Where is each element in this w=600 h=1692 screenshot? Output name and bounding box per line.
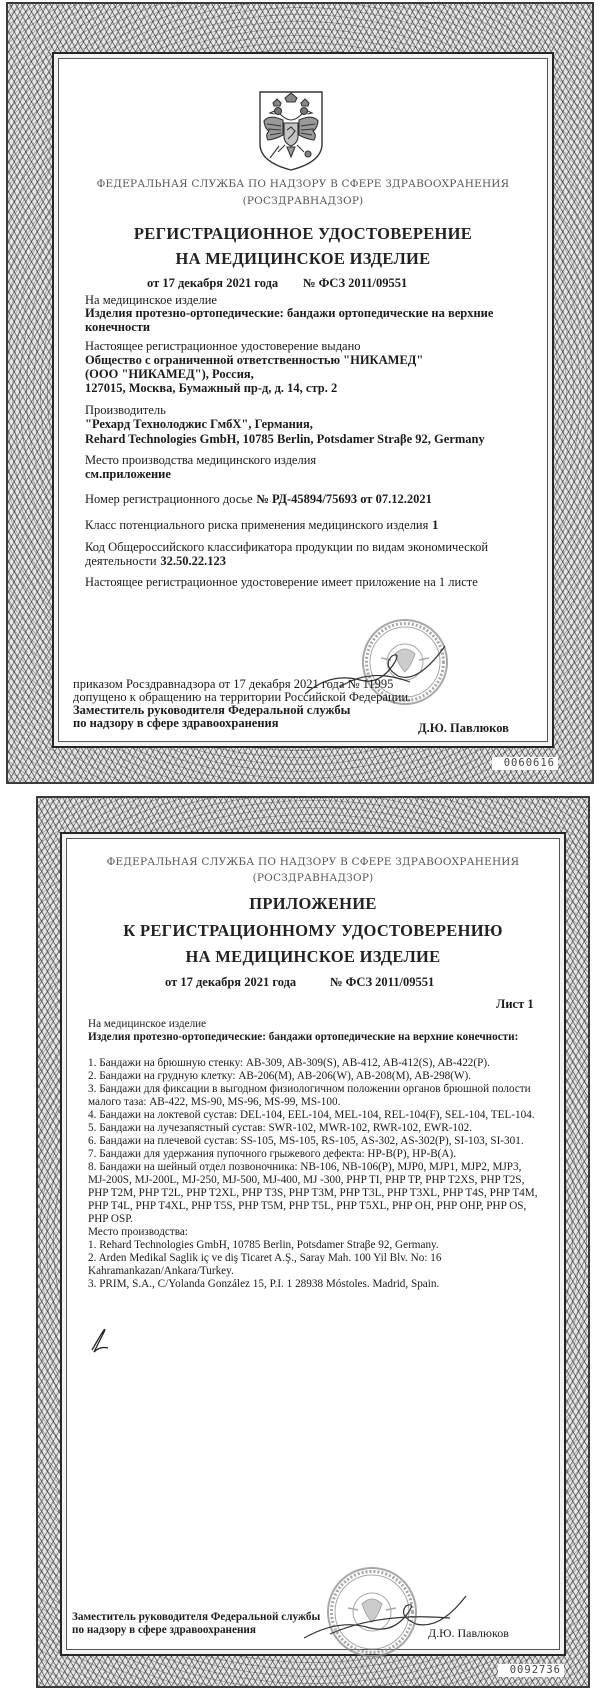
agency-name: ФЕДЕРАЛЬНАЯ СЛУЖБА ПО НАДЗОРУ В СФЕРЕ ЗДРАВООХРАНЕНИЯ	[106, 856, 520, 868]
issue-date: от 17 декабря 2021 года	[147, 276, 279, 290]
device-label: На медицинское изделие	[85, 293, 217, 307]
production-site-label: Место производства медицинского изделия	[85, 453, 317, 467]
dossier-value: № РД-45894/75693 от 07.12.2021	[256, 492, 432, 506]
manufacturer-line: Rehard Technologies GmbH, 10785 Berlin, Potsdamer Straβe 92, Germany	[85, 432, 485, 446]
list-item: 4. Бандажи на локтевой сустав: DEL-104, EEL-104, MEL-104, REL-104(F), SEL-104, TEL-104.	[88, 1109, 535, 1121]
dossier-label: Номер регистрационного досье	[85, 492, 253, 506]
risk-class-label: Класс потенциального риска применения медицинского изделия	[85, 518, 429, 532]
issue-date: от 17 декабря 2021 года	[165, 975, 297, 989]
holder-line: Общество с ограниченной ответственностью "НИКАМЕД"	[85, 353, 424, 367]
document-title-line-1: ПРИЛОЖЕНИЕ	[249, 894, 377, 913]
list-item: 5. Бандажи на лучезапястный сустав: SWR-102, MWR-102, RWR-102, EWR-102.	[88, 1122, 472, 1134]
coat-of-arms-emblem	[256, 88, 326, 172]
list-item: 3. Бандажи для фиксации в выгодном физиологичном положении органов брюшной полости малого таза: AB-422, MS-90, MS-96, MS-99, MS-100.	[88, 1083, 531, 1108]
list-item: 7. Бандажи для удержания пупочного грыжевого дефекта: HP-B(P), HP-B(A).	[88, 1148, 456, 1160]
form-serial-number: 0092736	[498, 1664, 564, 1677]
production-site-item: 1. Rehard Technologies GmbH, 10785 Berlin, Potsdamer Straβe 92, Germany.	[88, 1239, 439, 1251]
agency-name: ФЕДЕРАЛЬНАЯ СЛУЖБА ПО НАДЗОРУ В СФЕРЕ ЗДРАВООХРАНЕНИЯ	[96, 178, 510, 190]
product-list	[88, 1057, 540, 1291]
manufacturer-line: "Рехард Технолоджис ГмбХ", Германия,	[85, 417, 313, 431]
appendix-note: Настоящее регистрационное удостоверение имеет приложение на 1 листе	[85, 575, 478, 589]
device-label: На медицинское изделие	[88, 1018, 207, 1030]
signatory-name: Д.Ю. Павлюков	[428, 1626, 509, 1640]
production-site-value: см.приложение	[85, 467, 171, 481]
certificate-number: № ФСЗ 2011/09551	[330, 975, 435, 989]
order-line: приказом Росздравнадзора от 17 декабря 2021 года № 11995	[73, 677, 394, 691]
risk-class	[85, 518, 438, 532]
holder-line: (ООО "НИКАМЕД"), Россия,	[85, 367, 254, 381]
signatory-title-line: по надзору в сфере здравоохранения	[72, 1624, 256, 1636]
okpd-code	[85, 540, 525, 568]
device-name: Изделия протезно-ортопедические: бандажи ортопедические на верхние конечности	[85, 306, 494, 334]
device-name: Изделия протезно-ортопедические: бандажи ортопедические на верхние конечности:	[88, 1031, 519, 1043]
list-item: 2. Бандажи на грудную клетку: AB-206(M), AB-206(W), AB-208(M), AB-298(W).	[88, 1070, 472, 1082]
list-item: 6. Бандажи на плечевой сустав: SS-105, MS-105, RS-105, AS-302, AS-302(P), SI-103, SI-301.	[88, 1135, 524, 1147]
manufacturer-label: Производитель	[85, 403, 166, 417]
certificate-number: № ФСЗ 2011/09551	[303, 276, 408, 290]
document-title-line-2: НА МЕДИЦИНСКОЕ ИЗДЕЛИЕ	[175, 249, 431, 268]
document-title-line-3: НА МЕДИЦИНСКОЕ ИЗДЕЛИЕ	[185, 947, 441, 966]
list-item: 8. Бандажи на шейный отдел позвоночника: NB-106, NB-106(P), MJP0, MJP1, MJP2, MJP3, MJ-200S, MJ-200L, MJ-250, MJ-500, MJ-400, MJ -300, PHP TI, PHP TP, PHP T2XS, PHP T2S, PHP T2M, PHP T2L, PHP T2XL, PHP T3S, PHP T3M, PHP T3L, PHP T3XL, PHP T4S, PHP T4M, PHP T4L, PHP T4XL, PHP T5S, PHP T5M, PHP T5L, PHP T5XL, PHP OH, PHP OHP, PHP OS, PHP OSP.	[88, 1161, 538, 1225]
holder-line: 127015, Москва, Бумажный пр-д, д. 14, стр. 2	[85, 381, 338, 395]
okpd-label: Код Общероссийского классификатора продукции по видам экономической деятельности	[85, 540, 489, 568]
handwritten-mark	[86, 1326, 112, 1356]
list-item: 1. Бандажи на брюшную стенку: AB-309, AB-309(S), AB-412, AB-412(S), AB-422(P).	[88, 1057, 490, 1069]
risk-class-value: 1	[432, 518, 439, 532]
okpd-value: 32.50.22.123	[160, 554, 226, 568]
holder-label: Настоящее регистрационное удостоверение выдано	[85, 339, 361, 353]
signatory-title-line: Заместитель руководителя Федеральной службы	[72, 1611, 321, 1623]
signatory-title-line: Заместитель руководителя Федеральной службы	[73, 703, 351, 717]
signatory-title-line: по надзору в сфере здравоохранения	[73, 716, 279, 730]
dossier-number	[85, 492, 432, 506]
production-sites-label: Место производства:	[88, 1226, 188, 1238]
form-serial-number: 0060616	[492, 757, 558, 770]
sheet-number: Лист 1	[496, 997, 534, 1011]
order-line: допущено к обращению на территории Российской Федерации.	[73, 690, 412, 704]
agency-short-name: (РОСЗДРАВНАДЗОР)	[252, 872, 374, 884]
production-site-item: 2. Arden Medikal Saglik iç ve diş Ticaret A.Ş., Saray Mah. 100 Yil Blv. No: 16 Kahramankazan/Ankara/Turkey.	[88, 1252, 442, 1277]
document-title-line-2: К РЕГИСТРАЦИОННОМУ УДОСТОВЕРЕНИЮ	[123, 921, 503, 940]
document-title-line-1: РЕГИСТРАЦИОННОЕ УДОСТОВЕРЕНИЕ	[133, 224, 473, 243]
signatory-name: Д.Ю. Павлюков	[418, 721, 509, 735]
agency-short-name: (РОСЗДРАВНАДЗОР)	[242, 195, 364, 207]
production-site-item: 3. PRIM, S.A., C/Yolanda González 15, P.I. 1 28938 Móstoles. Madrid, Spain.	[88, 1278, 440, 1290]
